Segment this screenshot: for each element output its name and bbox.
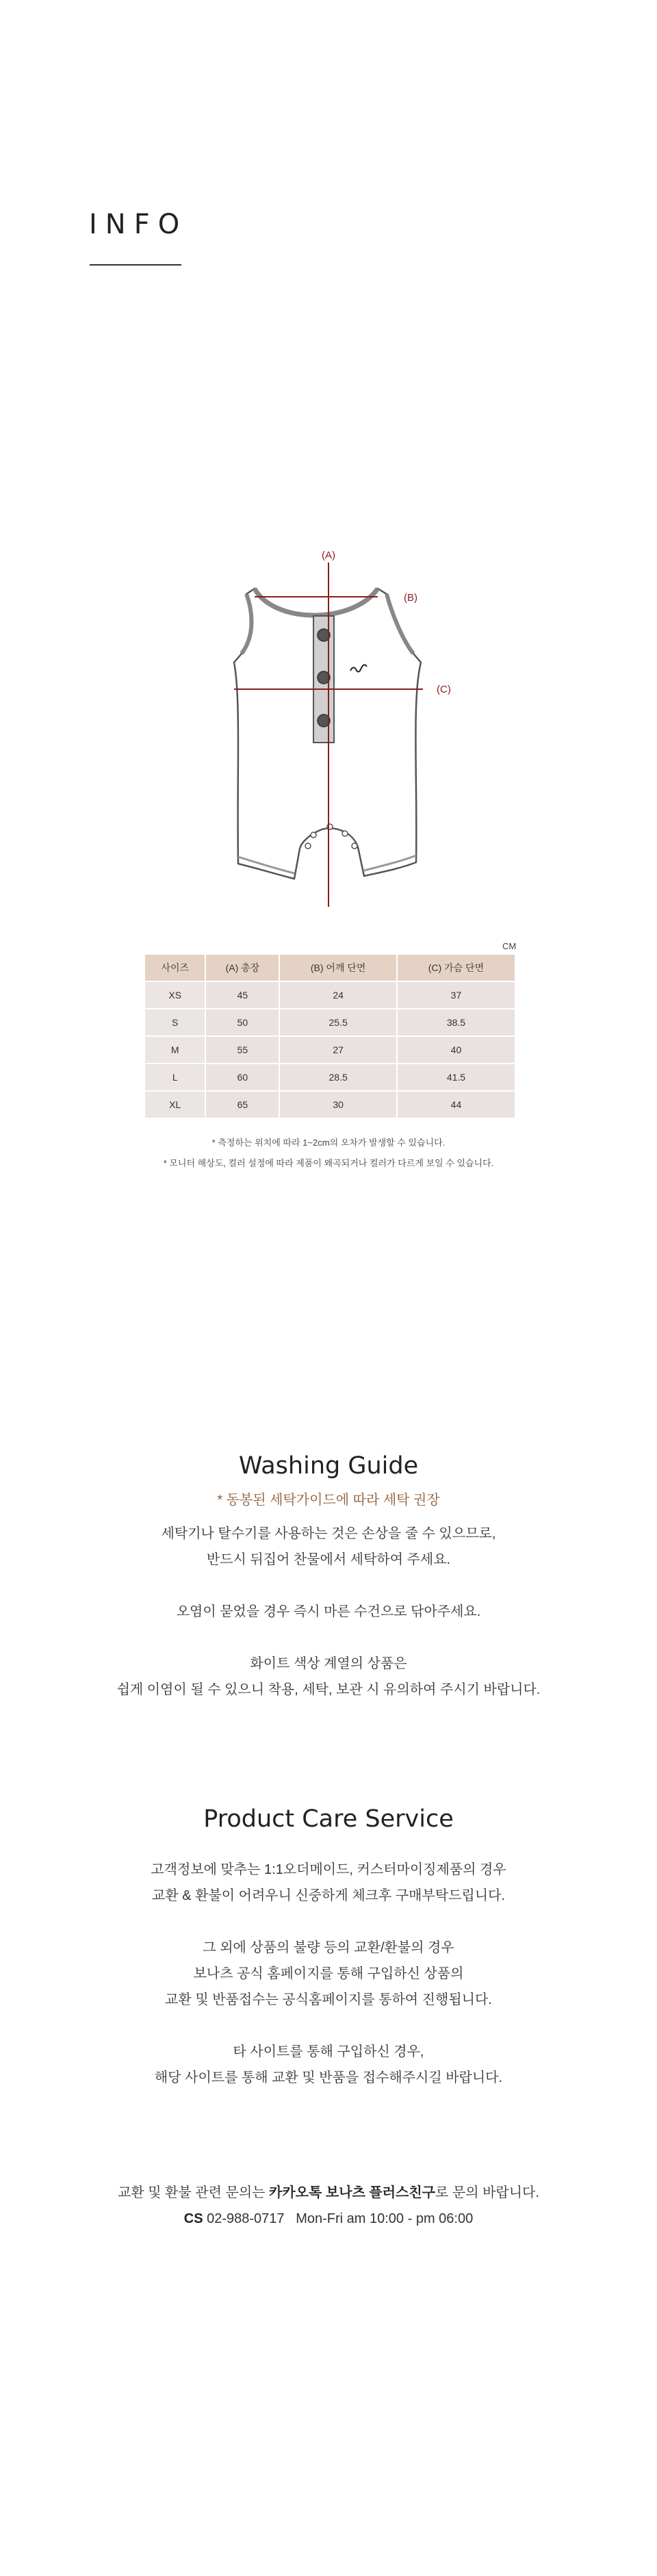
table-cell: 41.5 bbox=[398, 1064, 515, 1090]
label-c: (C) bbox=[437, 684, 451, 695]
table-row bbox=[145, 1064, 515, 1090]
contact-info bbox=[0, 2180, 657, 2232]
cs-label: CS bbox=[183, 2211, 203, 2226]
note-line: * 측정하는 위치에 따라 1~2cm의 오차가 발생할 수 있습니다. bbox=[211, 1137, 446, 1148]
text-line: 그 외에 상품의 불량 등의 교환/환불의 경우 bbox=[203, 1940, 454, 1955]
kakao-channel-name: 카카오톡 보나츠 플러스친구 bbox=[269, 2185, 435, 2200]
table-row bbox=[145, 1009, 515, 1035]
table-cell: 28.5 bbox=[280, 1064, 396, 1090]
table-row bbox=[145, 1037, 515, 1063]
cs-phone-hours: 02-988-0717 Mon-Fri am 10:00 - pm 06:00 bbox=[203, 2211, 474, 2226]
table-cell: 38.5 bbox=[398, 1009, 515, 1035]
table-cell: XL bbox=[145, 1092, 205, 1118]
text-line: 해당 사이트를 통해 교환 및 반품을 접수해주시길 바랍니다. bbox=[154, 2070, 503, 2085]
table-cell: 44 bbox=[398, 1092, 515, 1118]
table-cell: S bbox=[145, 1009, 205, 1035]
table-cell: 30 bbox=[280, 1092, 396, 1118]
header-cell: (C) 가슴 단면 bbox=[398, 955, 515, 981]
table-cell: 25.5 bbox=[280, 1009, 396, 1035]
unit-label: CM bbox=[502, 941, 517, 951]
contact-prefix: 교환 및 환불 관련 문의는 bbox=[118, 2185, 270, 2200]
info-title: INFO bbox=[89, 209, 188, 240]
snap-icon bbox=[311, 832, 316, 838]
text-line: 오염이 묻었을 경우 즉시 마른 수건으로 닦아주세요. bbox=[176, 1604, 481, 1619]
label-a: (A) bbox=[322, 550, 335, 561]
table-header-row bbox=[145, 955, 515, 981]
table-cell: M bbox=[145, 1037, 205, 1063]
header-cell: 사이즈 bbox=[145, 955, 205, 981]
text-line: 교환 & 환불이 어려우니 신중하게 체크후 구매부탁드립니다. bbox=[152, 1888, 505, 1903]
size-table bbox=[144, 953, 516, 1119]
table-cell: 45 bbox=[206, 982, 279, 1008]
label-b: (B) bbox=[404, 592, 417, 604]
snap-icon bbox=[305, 843, 311, 849]
table-cell: 40 bbox=[398, 1037, 515, 1063]
snap-icon bbox=[352, 843, 357, 849]
table-row bbox=[145, 982, 515, 1008]
text-line: 보나츠 공식 홈페이지를 통해 구입하신 상품의 bbox=[193, 1966, 464, 1981]
text-line: 세탁기나 탈수기를 사용하는 것은 손상을 줄 수 있으므로, bbox=[161, 1526, 496, 1541]
table-cell: L bbox=[145, 1064, 205, 1090]
table-cell: 50 bbox=[206, 1009, 279, 1035]
washing-guide-subtitle: * 동봉된 세탁가이드에 따라 세탁 권장 bbox=[217, 1493, 440, 1508]
cs-line bbox=[0, 2206, 657, 2232]
table-row bbox=[145, 1092, 515, 1118]
table-cell: 55 bbox=[206, 1037, 279, 1063]
product-care-body bbox=[0, 1857, 657, 2091]
contact-line bbox=[0, 2180, 657, 2206]
header-cell: (A) 총장 bbox=[206, 955, 279, 981]
product-care-title: Product Care Service bbox=[203, 1805, 454, 1833]
contact-suffix: 로 문의 바랍니다. bbox=[435, 2185, 539, 2200]
romper-size-diagram bbox=[198, 548, 465, 917]
washing-guide-title: Washing Guide bbox=[238, 1452, 419, 1480]
text-line: 반드시 뒤집어 찬물에서 세탁하여 주세요. bbox=[206, 1552, 451, 1567]
text-line: 쉽게 이염이 될 수 있으니 착용, 세탁, 보관 시 유의하여 주시기 바랍니다. bbox=[116, 1682, 541, 1697]
text-line: 화이트 색상 계열의 상품은 bbox=[250, 1656, 407, 1671]
header-cell: (B) 어깨 단면 bbox=[280, 955, 396, 981]
info-underline bbox=[90, 264, 181, 266]
table-cell: 37 bbox=[398, 982, 515, 1008]
table-cell: XS bbox=[145, 982, 205, 1008]
text-line: 타 사이트를 통해 구입하신 경우, bbox=[233, 2044, 424, 2059]
note-line: * 모니터 해상도, 컬러 설정에 따라 제품이 왜곡되거나 컬러가 다르게 보일 수 있습니다. bbox=[163, 1158, 494, 1168]
size-notes bbox=[0, 1133, 657, 1174]
table-cell: 24 bbox=[280, 982, 396, 1008]
table-cell: 60 bbox=[206, 1064, 279, 1090]
snap-icon bbox=[342, 831, 348, 836]
table-cell: 27 bbox=[280, 1037, 396, 1063]
table-cell: 65 bbox=[206, 1092, 279, 1118]
washing-guide-body bbox=[0, 1521, 657, 1703]
text-line: 고객정보에 맞추는 1:1오더메이드, 커스터마이징제품의 경우 bbox=[151, 1862, 506, 1877]
text-line: 교환 및 반품접수는 공식홈페이지를 통하여 진행됩니다. bbox=[165, 1992, 492, 2007]
